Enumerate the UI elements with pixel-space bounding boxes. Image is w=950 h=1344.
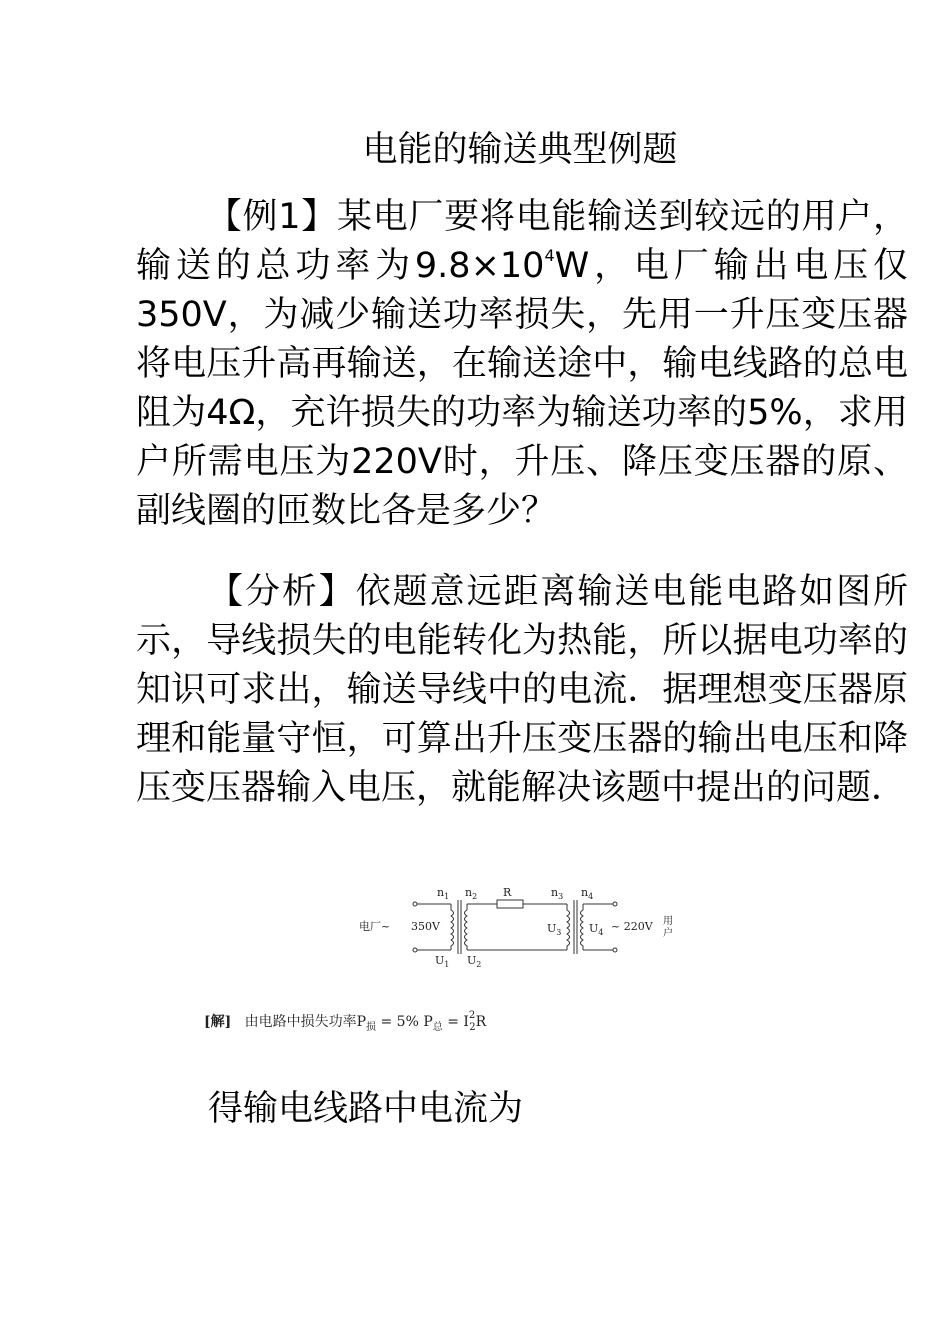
solution-label: [解] bbox=[204, 1014, 232, 1030]
example-text-a: 某电厂要将电能输送到较远的用户，输送的总功率为9.8×10 bbox=[136, 197, 908, 286]
input-voltage-label: 350V bbox=[411, 920, 440, 933]
example-text-b: W，电厂输出电压仅350V，为减少输送功率损失，先用一升压变压器将电压升高再输送，在输送途中，输电线路的总电阻为4Ω，充许损失的功率为输送功率的5%，求用户所需电压为220V时，升压、降压变压器的原、副线圈的匝数比各是多少？ bbox=[136, 246, 909, 531]
output-voltage-label: ~ 220V bbox=[611, 920, 653, 933]
i-sub: 2 bbox=[469, 1022, 476, 1033]
solution-line bbox=[204, 1010, 486, 1033]
result-heading: 得输电线路中电流为 bbox=[208, 1089, 524, 1129]
i-sup: 2 bbox=[468, 1010, 476, 1021]
u2-label: $U_2$ bbox=[467, 954, 482, 969]
solution-text: 由电路中损失功率 bbox=[244, 1014, 357, 1030]
n4-label: $n_4$ bbox=[581, 886, 594, 901]
n1-label: $n_1$ bbox=[437, 886, 450, 901]
example-label: 【例1】 bbox=[206, 197, 337, 237]
u3-label: $U_3$ bbox=[547, 922, 562, 937]
example-paragraph bbox=[136, 193, 908, 536]
p-total-sub: 总 bbox=[432, 1022, 443, 1033]
p-total-symbol: P bbox=[423, 1014, 433, 1030]
equals-5-percent: = 5% bbox=[376, 1014, 424, 1030]
equals-i: = I bbox=[442, 1014, 469, 1030]
r-symbol: R bbox=[475, 1014, 487, 1030]
power-exponent: 4 bbox=[544, 246, 555, 265]
transmission-circuit-diagram bbox=[355, 884, 695, 974]
u1-label: $U_1$ bbox=[435, 954, 450, 969]
p-loss-sub: 损 bbox=[366, 1022, 377, 1033]
user-label-top: 用 bbox=[663, 916, 673, 927]
resistor-label: R bbox=[503, 886, 512, 899]
analysis-paragraph bbox=[136, 568, 908, 813]
page-title: 电能的输送典型例题 bbox=[362, 130, 678, 170]
p-loss-symbol: P bbox=[356, 1014, 367, 1030]
source-label: 电厂~ bbox=[359, 920, 391, 933]
n3-label: $n_3$ bbox=[551, 886, 564, 901]
user-label-bottom: 户 bbox=[663, 928, 673, 939]
analysis-label: 【分析】 bbox=[206, 572, 356, 612]
n2-label: $n_2$ bbox=[465, 886, 478, 901]
u4-label: $U_4$ bbox=[589, 922, 604, 937]
analysis-text: 依题意远距离输送电能电路如图所示，导线损失的电能转化为热能，所以据电功率的知识可求出，输送导线中的电流．据理想变压器原理和能量守恒，可算出升压变压器的输出电压和降压变压器输入电压，就能解决该题中提出的问题． bbox=[136, 572, 908, 808]
